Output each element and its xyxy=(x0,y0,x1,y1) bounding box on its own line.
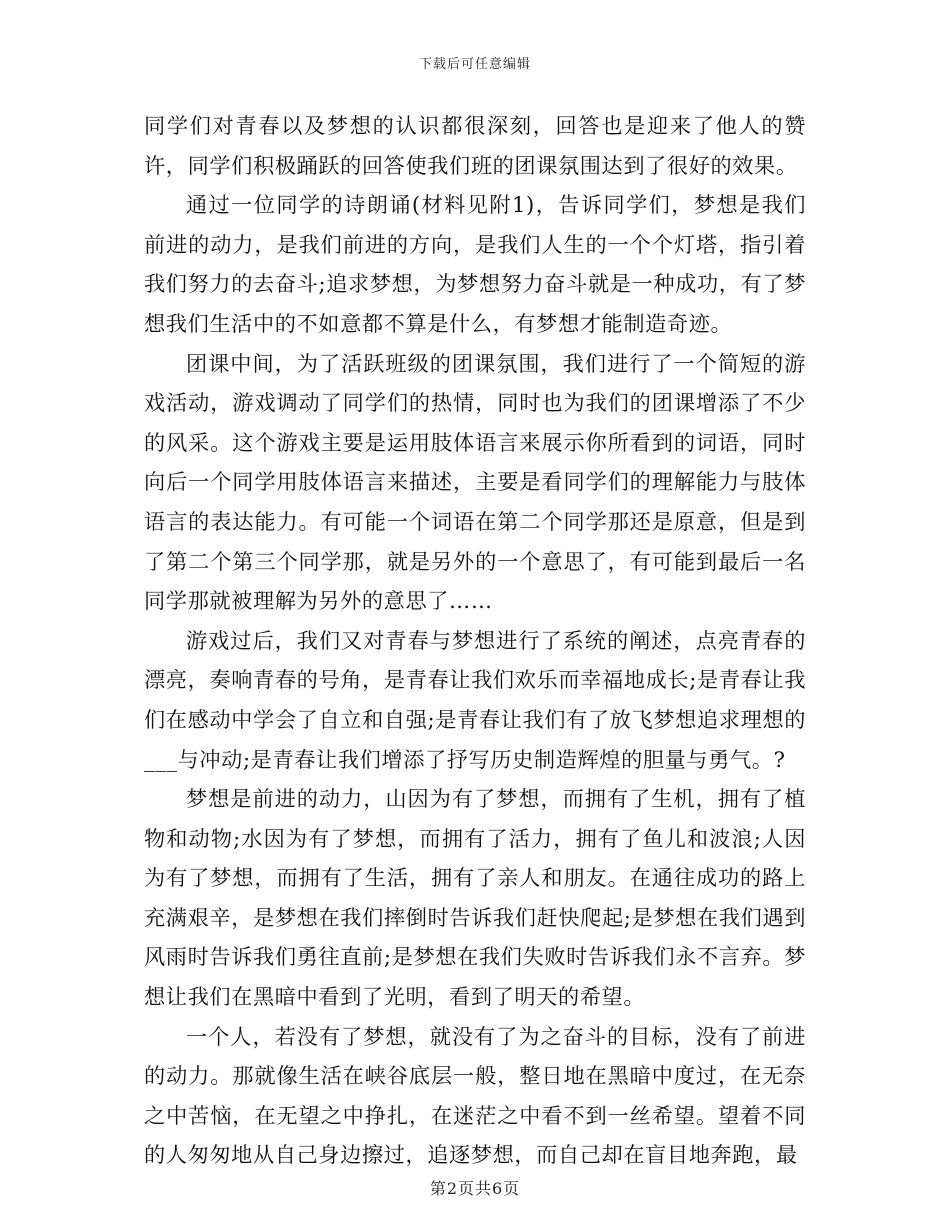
paragraph: 团课中间，为了活跃班级的团课氛围，我们进行了一个简短的游戏活动，游戏调动了同学们的热情，同时也为我们的团课增添了不少的风采。这个游戏主要是运用肢体语言来展示你所看到的词语，同时向后一个同学用肢体语言来描述，主要是看同学们的理解能力与肢体语言的表达能力。有可能一个词语在第二个同学那还是原意，但是到了第二个第三个同学那，就是另外的一个意思了，有可能到最后一名同学那就被理解为另外的意思了…… xyxy=(144,350,806,614)
paragraph: 梦想是前进的动力，山因为有了梦想，而拥有了生机，拥有了植物和动物;水因为有了梦想，而拥有了活力，拥有了鱼儿和波浪;人因为有了梦想，而拥有了生活，拥有了亲人和朋友。在通往成功的路上充满艰辛，是梦想在我们摔倒时告诉我们赶快爬起;是梦想在我们遇到风雨时告诉我们勇往直前;是梦想在我们失败时告诉我们永不言弃。梦想让我们在黑暗中看到了光明，看到了明天的希望。 xyxy=(144,786,806,1010)
page-number-footer: 第2页共6页 xyxy=(429,1179,521,1198)
paragraph-continuation: 同学们对青春以及梦想的认识都很深刻，回答也是迎来了他人的赞许，同学们积极踊跃的回答使我们班的团课氛围达到了很好的效果。 xyxy=(144,113,806,178)
header-note: 下载后可任意编辑 xyxy=(418,57,531,72)
paragraph: 游戏过后，我们又对青春与梦想进行了系统的阐述，点亮青春的漂亮，奏响青春的号角，是青春让我们欢乐而幸福地成长;是青春让我们在感动中学会了自立和自强;是青春让我们有了放飞梦想追求理想的___与冲动;是青春让我们增添了抒写历史制造辉煌的胆量与勇气。? xyxy=(144,627,806,772)
paragraph: 一个人，若没有了梦想，就没有了为之奋斗的目标，没有了前进的动力。那就像生活在峡谷底层一般，整日地在黑暗中度过，在无奈之中苦恼，在无望之中挣扎，在迷茫之中看不到一丝希望。望着不同的人匆匆地从自己身边擦过，追逐梦想，而自己却在盲目地奔跑，最 xyxy=(144,1023,806,1168)
document-body xyxy=(144,106,806,1175)
paragraph: 通过一位同学的诗朗诵(材料见附1)，告诉同学们，梦想是我们前进的动力，是我们前进的方向，是我们人生的一个个灯塔，指引着我们努力的去奋斗;追求梦想，为梦想努力奋斗就是一种成功，有了梦想我们生活中的不如意都不算是什么，有梦想才能制造奇迹。 xyxy=(144,192,806,336)
